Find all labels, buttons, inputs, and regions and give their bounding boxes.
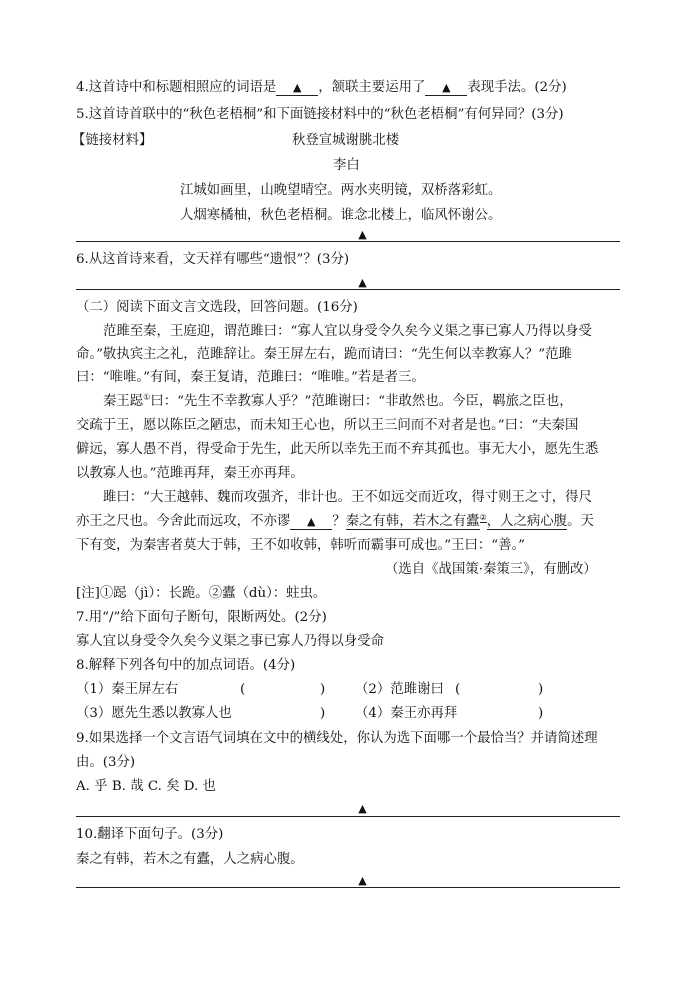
answer-line[interactable] (76, 241, 620, 242)
paren-close: ) (320, 682, 326, 697)
question-8: 8.解释下列各句中的加点词语。(4分) (76, 658, 296, 673)
q8-item: （2）范雎谢曰 (355, 682, 444, 697)
answer-triangle: ▲ (358, 802, 367, 815)
poem-title: 秋登宣城谢朓北楼 (292, 133, 400, 148)
passage-line: 命。”敬执宾主之礼，范雎辞让。秦王屏左右，跪而请曰：“先生何以幸教寡人？”范雎 (76, 347, 572, 362)
answer-blank[interactable]: ▲ (425, 80, 467, 96)
paren-open: ( (455, 682, 461, 697)
passage-line: 曰：“唯唯。”有间，秦王复请，范雎曰：“唯唯。”若是者三。 (76, 370, 425, 385)
answer-blank[interactable]: ▲ (290, 514, 332, 530)
poem-author: 李白 (333, 158, 360, 173)
answer-line[interactable] (76, 816, 620, 817)
passage-text: 。天 (567, 514, 594, 529)
question-9-cont: 由。(3分) (76, 755, 136, 770)
passage-line: 范雎至秦，王庭迎，谓范雎曰：“寡人宜以身受令久矣今义渠之事已寡人乃得以身受 (103, 324, 592, 339)
q8-item: （3）愿先生悉以教寡人也 (76, 706, 232, 721)
footnote: [注]①跽（jì）：长跪。②蠹（dù）：蛀虫。 (76, 586, 327, 601)
passage-source: （选自《战国策·秦策三》，有删改） (385, 562, 597, 577)
poem-line: 人烟寒橘柚，秋色老梧桐。谁念北楼上，临风怀谢公。 (180, 208, 502, 223)
paren-close: ) (320, 706, 326, 721)
q8-item: （1）秦王屏左右 (76, 682, 179, 697)
passage-line: 雎曰：“大王越韩、魏而攻强齐，非计也。王不如远交而近攻，得寸则王之寸，得尺 (103, 490, 592, 505)
paren-close: ) (538, 706, 544, 721)
poem-line: 江城如画里，山晚望晴空。两水夹明镜，双桥落彩虹。 (180, 183, 502, 198)
question-7: 7.用“/”给下面句子断句，限断两处。(2分) (76, 610, 327, 625)
q8-item: （4）秦王亦再拜 (355, 706, 458, 721)
passage-text: 秦王跽 (103, 394, 144, 409)
question-10-sentence: 秦之有韩，若木之有蠹，人之病心腹。 (76, 852, 304, 867)
question-9-options: A. 乎 B. 哉 C. 矣 D. 也 (76, 779, 216, 794)
question-6: 6.从这首诗来看，文天祥有哪些“遗恨”？(3分) (76, 252, 350, 267)
paren-open: ( (240, 682, 246, 697)
section-heading: （二）阅读下面文言文选段，回答问题。(16分) (76, 300, 358, 315)
paren-close: ) (538, 682, 544, 697)
passage-text: 亦王之尺也。今舍此而远攻，不亦谬 (76, 514, 291, 529)
passage-line: 僻远，寡人愚不肖，得受命于先生，此天所以幸先王而不弃其孤也。事无大小，愿先生悉 (76, 442, 599, 457)
answer-triangle: ▲ (358, 874, 367, 887)
material-label: 【链接材料】 (72, 133, 153, 148)
answer-triangle: ▲ (358, 228, 367, 241)
question-4-text-a: 4.这首诗中和标题相照应的词语是 (76, 80, 277, 95)
footnote-marker: ② (479, 512, 487, 522)
question-10: 10.翻译下面句子。(3分) (76, 827, 224, 842)
passage-line (103, 393, 573, 411)
passage-text: ？ (332, 514, 346, 529)
answer-triangle: ▲ (358, 276, 367, 289)
question-7-sentence: 寡人宜以身受令久矣今义渠之事已寡人乃得以身受命 (76, 634, 384, 649)
underlined-sentence: ，人之病心腹 (486, 514, 568, 529)
question-4-text-c: 表现手法。(2分) (467, 80, 567, 95)
underlined-sentence: 秦之有韩，若木之有蠹 (345, 514, 480, 529)
passage-text: 曰：“先生不幸教寡人乎？”范雎谢曰：“非敢然也。今臣，羁旅之臣也， (150, 394, 573, 409)
passage-line: 交疏于王，愿以陈臣之陋忠，而未知王心也，所以王三问而不对者是也。”曰：“夫秦国 (76, 418, 579, 433)
answer-blank[interactable]: ▲ (276, 80, 318, 96)
passage-line: 下有变，为秦害者莫大于韩，王不如收韩，韩听而霸事可成也。”王曰：“善。” (76, 538, 526, 553)
passage-line: 以教寡人也。”范雎再拜，秦王亦再拜。 (76, 466, 304, 481)
passage-line (76, 513, 594, 531)
footnote-marker: ① (143, 392, 151, 402)
question-5: 5.这首诗首联中的“秋色老梧桐”和下面链接材料中的“秋色老梧桐”有何异同？(3分) (76, 107, 564, 122)
answer-line[interactable] (76, 887, 620, 888)
question-4 (76, 79, 567, 97)
question-4-text-b: ，颔联主要运用了 (318, 80, 426, 95)
answer-line[interactable] (76, 289, 620, 290)
question-9: 9.如果选择一个文言语气词填在文中的横线处，你认为选下面哪一个最恰当？并请简述理 (76, 731, 598, 746)
